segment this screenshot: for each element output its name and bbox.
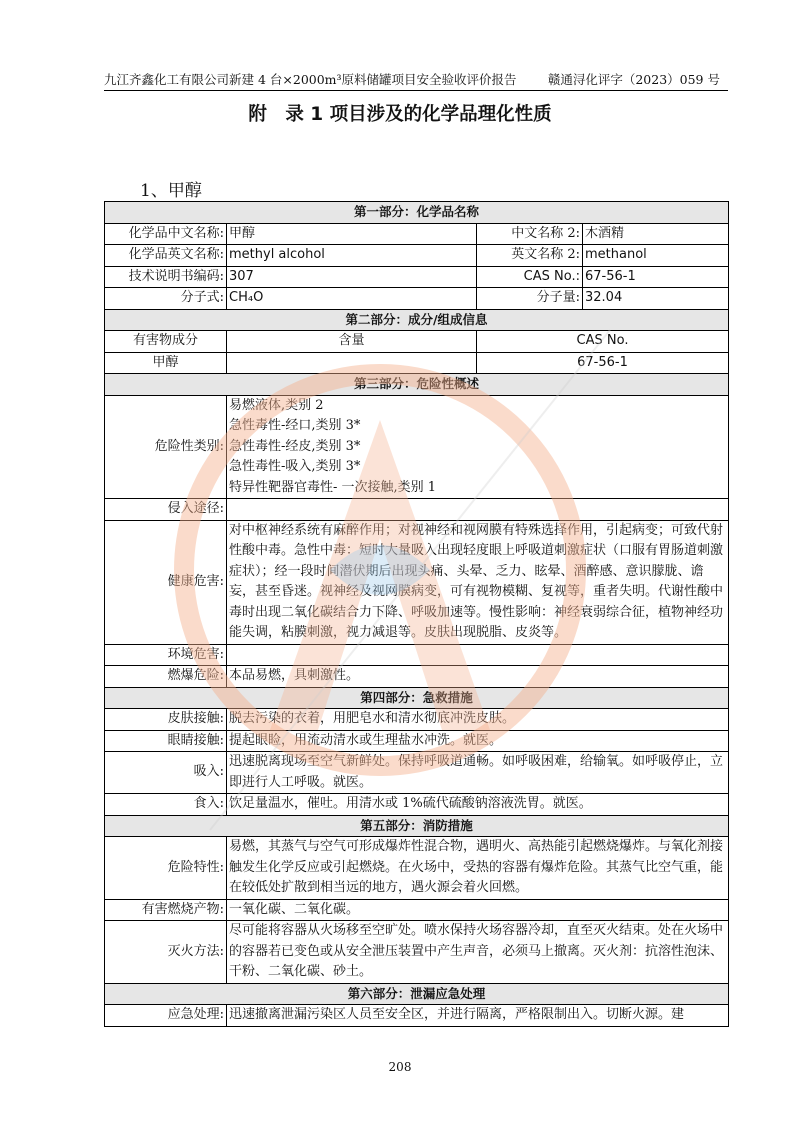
en-name-label: 化学品英文名称: (105, 245, 227, 267)
table-row (105, 288, 729, 310)
report-number: 赣通浔化评字（2023）059 号 (547, 72, 720, 87)
route-label: 侵入途径: (105, 499, 227, 521)
spec-code-label: 技术说明书编码: (105, 266, 227, 288)
cn-name2-value: 木酒精 (583, 223, 729, 245)
cas-label: CAS No.: (477, 266, 583, 288)
eye-contact-text: 提起眼睑，用流动清水或生理盐水冲洗。就医。 (227, 730, 729, 752)
table-row (105, 794, 729, 816)
cas-value: 67-56-1 (583, 266, 729, 288)
page-title: 附 录 1 项目涉及的化学品理化性质 (248, 104, 552, 125)
part3-header (105, 374, 729, 396)
env-hazard-text (227, 644, 729, 666)
extinguish-method-text: 尽可能将容器从火场移至空旷处。喷水保持火场容器冷却，直至灭火结束。处在火场中的容器若已变色或从安全泄压装置中产生声音，必须马上撤离。灭火剂：抗溶性泡沫、干粉、二氧化碳、砂土。 (227, 921, 729, 984)
part3-title: 第三部分：危险性概述 (105, 374, 729, 396)
table-row (105, 266, 729, 288)
en-name2-value: methanol (583, 245, 729, 267)
health-hazard-text: 对中枢神经系统有麻醉作用；对视神经和视网膜有特殊选择作用，引起病变；可致代射性酸中毒。急性中毒：短时大量吸入出现轻度眼上呼吸道刺激症状（口服有胃肠道刺激症状）；经一段时间潜伏期后出现头痛、头晕、乏力、眩晕、酒醉感、意识朦胧、谵妄，甚至昏迷。视神经及视网膜病变，可有视物模糊、复视等，重者失明。代谢性酸中毒时出现二氧化碳结合力下降、呼吸加速等。慢性影响：神经衰弱综合征，植物神经功能失调，粘膜刺激，视力减退等。皮肤出现脱脂、皮炎等。 (227, 520, 729, 644)
spec-code-value: 307 (227, 266, 477, 288)
formula-label: 分子式: (105, 288, 227, 310)
eye-contact-label: 眼睛接触: (105, 730, 227, 752)
inhalation-label: 吸入: (105, 752, 227, 794)
table-row (105, 752, 729, 794)
part2-title: 第二部分：成分/组成信息 (105, 309, 729, 331)
part2-header (105, 309, 729, 331)
component-name: 甲醇 (105, 352, 227, 374)
en-name2-label: 英文名称 2: (477, 245, 583, 267)
part5-header (105, 815, 729, 837)
hazard-category-item: 急性毒性-经口,类别 3* (229, 418, 361, 433)
table-row (105, 921, 729, 984)
table-row (105, 837, 729, 900)
msds-table (104, 201, 729, 1027)
health-hazard-label: 健康危害: (105, 520, 227, 644)
skin-contact-text: 脱去污染的衣着，用肥皂水和清水彻底冲洗皮肤。 (227, 709, 729, 731)
hazard-category-item: 特异性靶器官毒性- 一次接触,类别 1 (229, 479, 437, 495)
emergency-response-text: 迅速撤离泄漏污染区人员至安全区，并进行隔离，严格限制出入。切断火源。建 (227, 1005, 729, 1027)
component-content (227, 352, 477, 374)
fire-hazard-text: 本品易燃，具刺激性。 (227, 666, 729, 688)
mw-label: 分子量: (477, 288, 583, 310)
cn-name-value: 甲醇 (227, 223, 477, 245)
table-row (105, 223, 729, 245)
table-row (105, 395, 729, 499)
table-row (105, 899, 729, 921)
hazard-property-label: 危险特性: (105, 837, 227, 900)
formula-value: CH₄O (227, 288, 477, 310)
hazard-property-text: 易燃，其蒸气与空气可形成爆炸性混合物，遇明火、高热能引起燃烧爆炸。与氧化剂接触发生化学反应或引起燃烧。在火场中，受热的容器有爆炸危险。其蒸气比空气重，能在较低处扩散到相当远的地方，遇火源会着火回燃。 (227, 837, 729, 900)
content-column-header: 含量 (227, 331, 477, 353)
hazard-category-item: 急性毒性-吸入,类别 3* (229, 459, 361, 474)
table-row (105, 730, 729, 752)
component-cas: 67-56-1 (477, 352, 729, 374)
extinguish-method-label: 灭火方法: (105, 921, 227, 984)
part1-header (105, 202, 729, 224)
part4-header (105, 687, 729, 709)
table-row (105, 644, 729, 666)
component-column-header: 有害物成分 (105, 331, 227, 353)
emergency-response-label: 应急处理: (105, 1005, 227, 1027)
part5-title: 第五部分：消防措施 (105, 815, 729, 837)
table-row (105, 245, 729, 267)
skin-contact-label: 皮肤接触: (105, 709, 227, 731)
part6-header (105, 983, 729, 1005)
cn-name2-label: 中文名称 2: (477, 223, 583, 245)
table-row (105, 1005, 729, 1027)
ingestion-text: 饮足量温水，催吐。用清水或 1%硫代硫酸钠溶液洗胃。就医。 (227, 794, 729, 816)
header-divider (104, 90, 728, 91)
section-heading: 1、甲醇 (140, 181, 202, 201)
hazard-category-item: 急性毒性-经皮,类别 3* (229, 438, 361, 454)
ingestion-label: 食入: (105, 794, 227, 816)
table-row (105, 499, 729, 521)
table-row (105, 352, 729, 374)
inhalation-text: 迅速脱离现场至空气新鲜处。保持呼吸道通畅。如呼吸困难，给输氧。如呼吸停止，立即进行人工呼吸。就医。 (227, 752, 729, 794)
hazard-category-list (227, 395, 729, 499)
part1-title: 第一部分：化学品名称 (105, 202, 729, 224)
fire-hazard-label: 燃爆危险: (105, 666, 227, 688)
route-value (227, 499, 729, 521)
hazard-category-item: 易燃液体,类别 2 (229, 397, 324, 413)
combustion-products-label: 有害燃烧产物: (105, 899, 227, 921)
table-row (105, 520, 729, 644)
cn-name-label: 化学品中文名称: (105, 223, 227, 245)
env-hazard-label: 环境危害: (105, 644, 227, 666)
table-row (105, 331, 729, 353)
mw-value: 32.04 (583, 288, 729, 310)
combustion-products-text: 一氧化碳、二氧化碳。 (227, 899, 729, 921)
en-name-value: methyl alcohol (227, 245, 477, 267)
part4-title: 第四部分：急救措施 (105, 687, 729, 709)
hazard-category-label: 危险性类别: (105, 395, 227, 499)
table-row (105, 709, 729, 731)
cas-column-header: CAS No. (477, 331, 729, 353)
report-header-title: 九江齐鑫化工有限公司新建 4 台×2000m³原料储罐项目安全验收评价报告 (104, 72, 517, 87)
page-number: 208 (388, 1060, 412, 1074)
table-row (105, 666, 729, 688)
part6-title: 第六部分：泄漏应急处理 (105, 983, 729, 1005)
